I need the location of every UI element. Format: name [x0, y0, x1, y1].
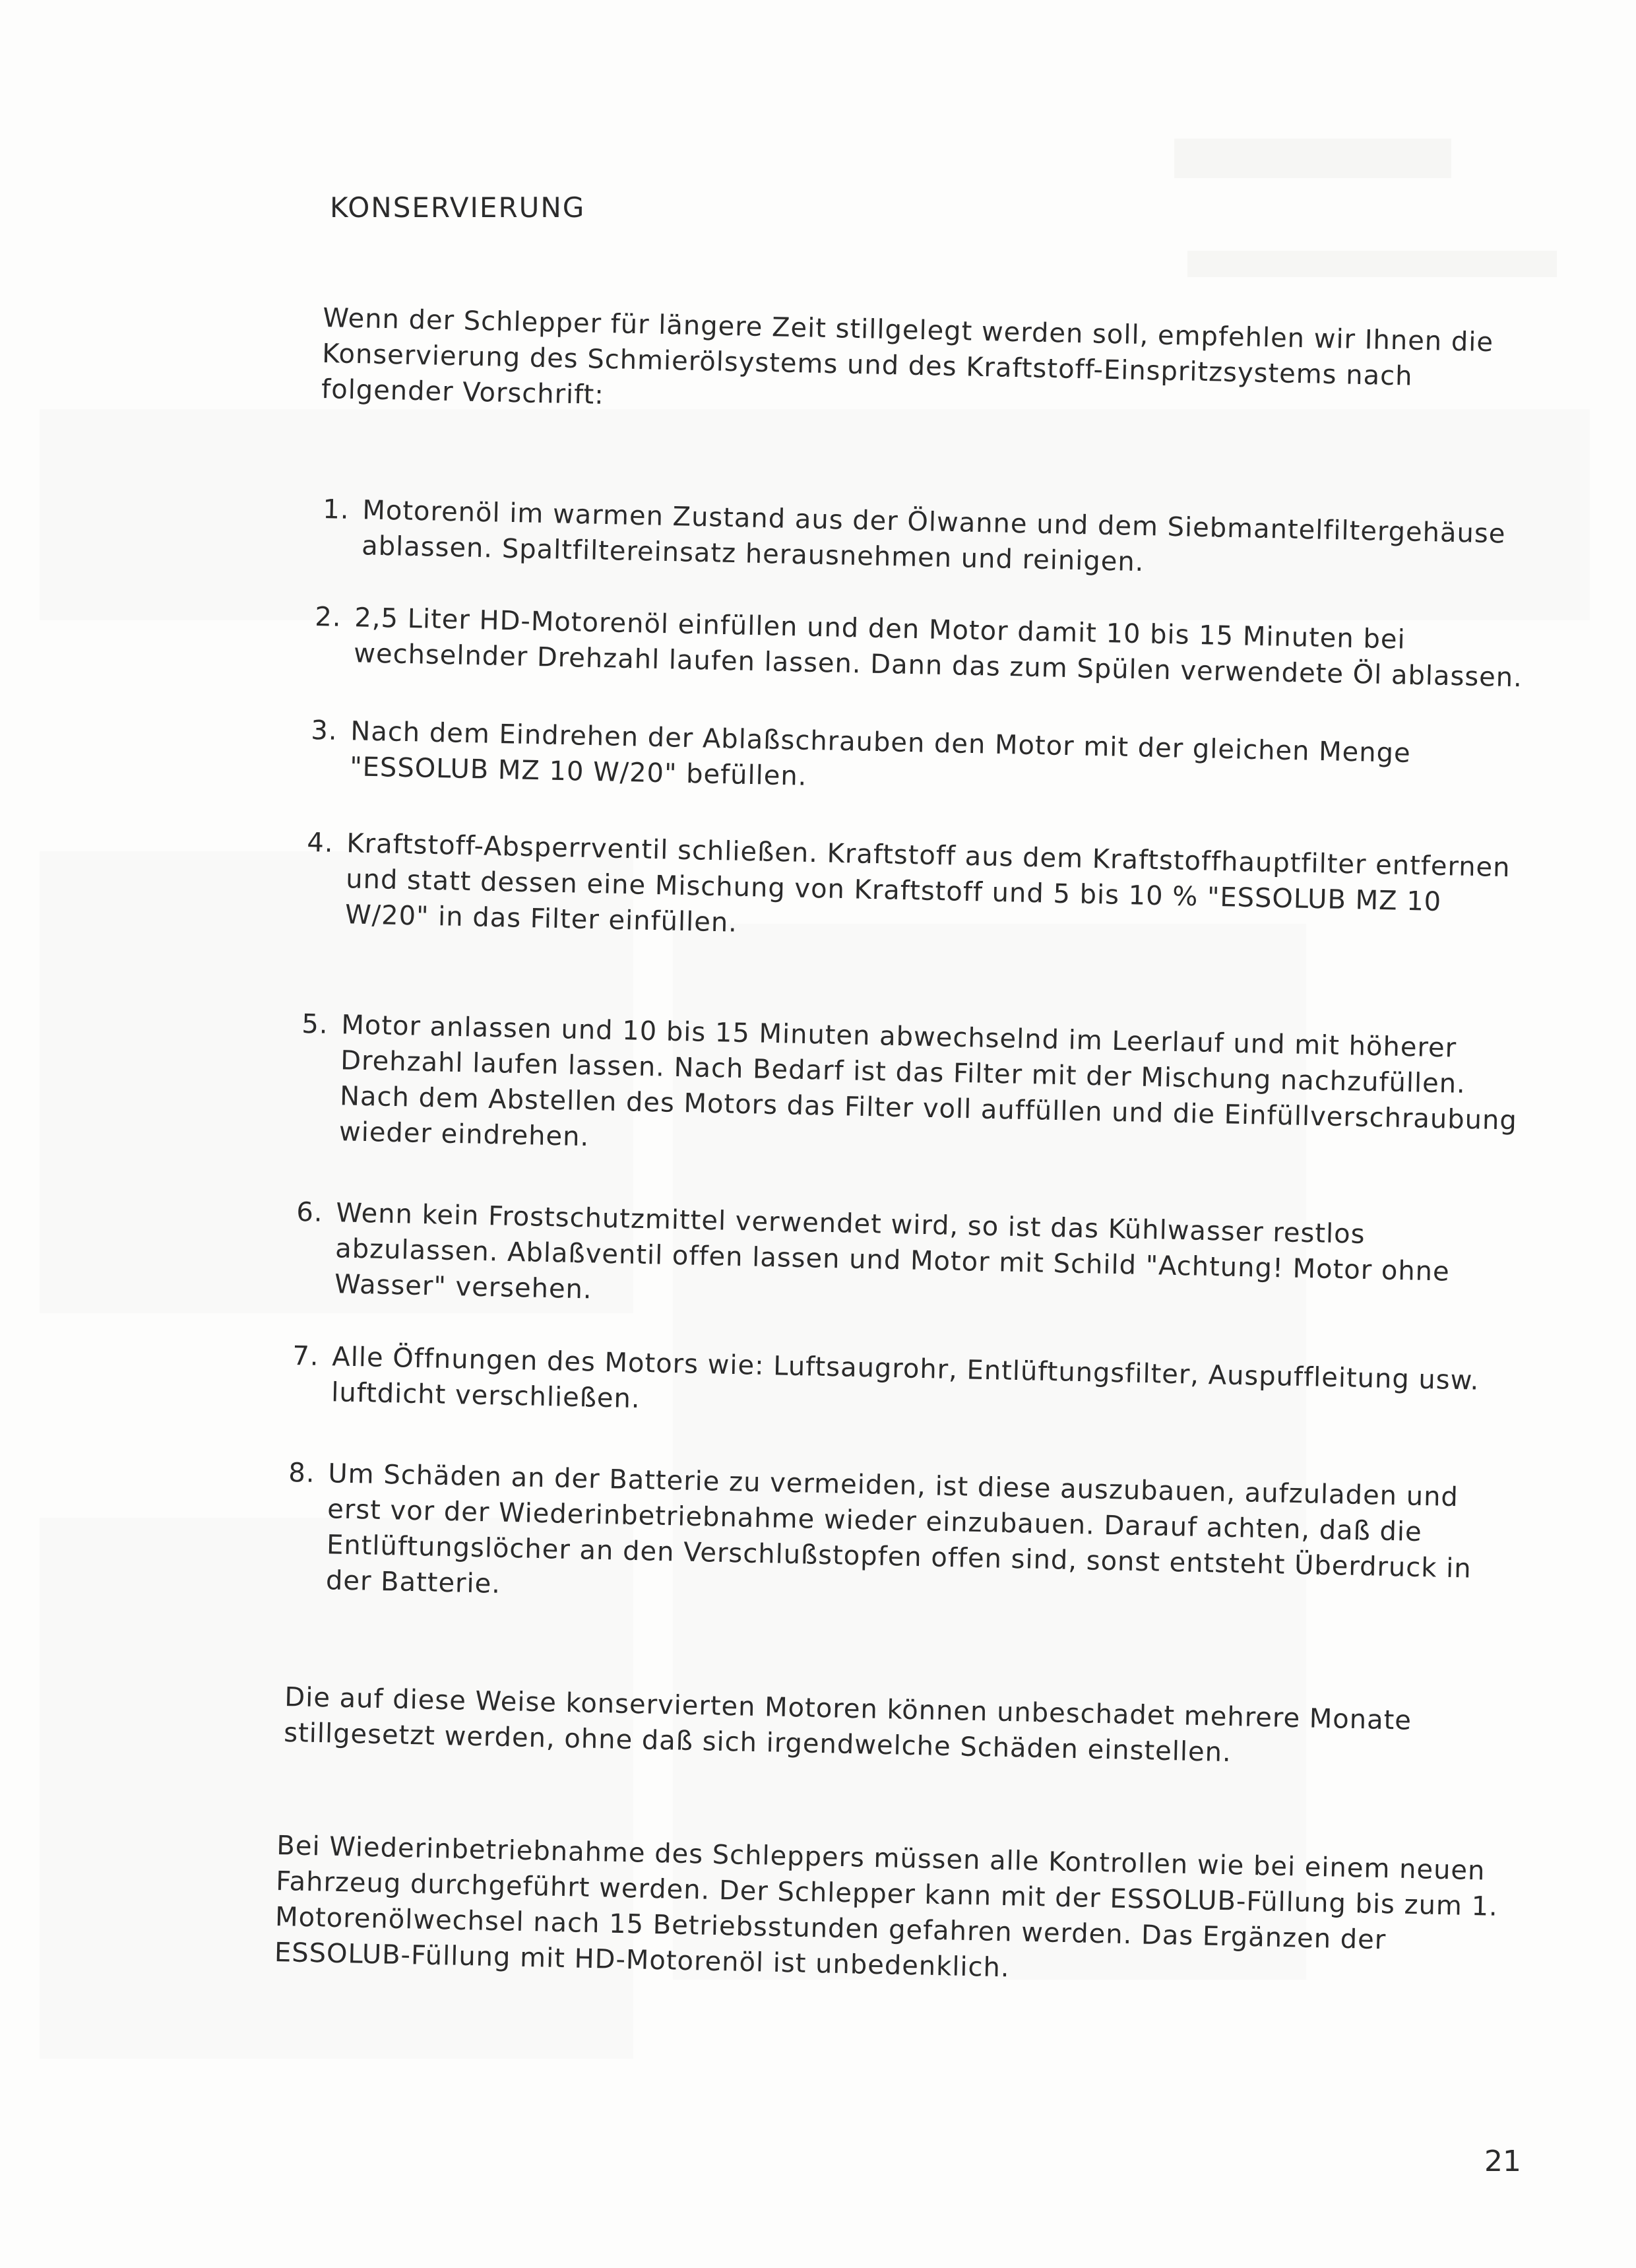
list-item-text: Wenn kein Frostschutzmittel verwendet wird, so ist das Kühlwasser restlos abzulassen. Ablaßventil offen lassen und Motor mit Schild "Achtung! Motor ohne Wasser" versehen.	[334, 1198, 1451, 1305]
list-item-number: 6.	[296, 1196, 324, 1228]
list-item-number: 5.	[301, 1008, 329, 1040]
page-title: KONSERVIERUNG	[330, 191, 586, 224]
list-item-text: Um Schäden an der Batterie zu vermeiden, ist diese auszubauen, aufzuladen und erst vor der Wiederinbetriebnahme wieder einzubauen. Darauf achten, daß die Entlüftungslöcher an den Verschlußstopfen offen sind, sonst entsteht Überdruck in der Batterie.	[325, 1458, 1472, 1600]
list-item-number: 3.	[310, 715, 338, 746]
list-item-text: Motor anlassen und 10 bis 15 Minuten abwechselnd im Leerlauf und mit höherer Drehzahl laufen lassen. Nach Bedarf ist das Filter mit der Mischung nachzufüllen. Nach dem Abstellen des Motors das Filter voll auffüllen und die Einfüllverschraubung wieder eindrehen.	[338, 1010, 1518, 1153]
list-item-text: 2,5 Liter HD-Motorenöl einfüllen und den Motor damit 10 bis 15 Minuten bei wechselnder Drehzahl laufen lassen. Dann das zum Spülen verwendete Öl ablassen.	[353, 602, 1523, 694]
list-item-number: 7.	[292, 1340, 320, 1372]
list-item	[292, 1338, 1513, 1435]
list-item	[299, 1006, 1522, 1175]
list-item	[314, 599, 1536, 696]
list-item	[305, 825, 1528, 957]
closing-paragraph: Die auf diese Weise konservierten Motoren können unbeschadet mehrere Monate stillgesetzt werden, ohne daß sich irgendwelche Schäden einstellen.	[283, 1681, 1412, 1768]
list-item-number: 2.	[314, 601, 342, 633]
list-item-number: 1.	[322, 494, 350, 525]
list-item-text: Nach dem Eindrehen der Ablaßschrauben den Motor mit der gleichen Menge "ESSOLUB MZ 10 W/20" befüllen.	[349, 716, 1412, 792]
list-item	[295, 1194, 1517, 1327]
intro-paragraph: Wenn der Schlepper für längere Zeit stillgelegt werden soll, empfehlen wir Ihnen die Konservierung des Schmierölsystems und des Kraftstoff-Einspritzsystems nach folgender Vorschrift:	[321, 302, 1494, 410]
page-number: 21	[1484, 2145, 1521, 2178]
list-item-text: Motorenöl im warmen Zustand aus der Ölwanne und dem Siebmantelfiltergehäuse ablassen. Spaltfiltereinsatz herausnehmen und reinigen.	[361, 495, 1506, 578]
list-item-text: Kraftstoff-Absperrventil schließen. Kraftstoff aus dem Kraftstoffhauptfilter entfernen und statt dessen eine Mischung von Kraftstoff und 5 bis 10 % "ESSOLUB MZ 10 W/20" in das Filter einfüllen.	[344, 828, 1511, 938]
list-item-number: 4.	[306, 827, 334, 859]
list-item	[322, 492, 1544, 589]
list-item	[286, 1455, 1509, 1623]
closing-paragraph: Bei Wiederinbetriebnahme des Schleppers müssen alle Kontrollen wie bei einem neuen Fahrzeug durchgeführt werden. Der Schlepper kann mit der ESSOLUB-Füllung bis zum 1. Motorenölwechsel nach 15 Betriebsstunden gefahren werden. Das Ergänzen der ESSOLUB-Füllung mit HD-Motorenöl ist unbedenklich.	[274, 1830, 1499, 1984]
list-item-text: Alle Öffnungen des Motors wie: Luftsaugrohr, Entlüftungsfilter, Auspuffleitung usw. luftdicht verschließen.	[330, 1342, 1480, 1415]
list-item	[310, 713, 1532, 810]
list-item-number: 8.	[288, 1457, 316, 1489]
